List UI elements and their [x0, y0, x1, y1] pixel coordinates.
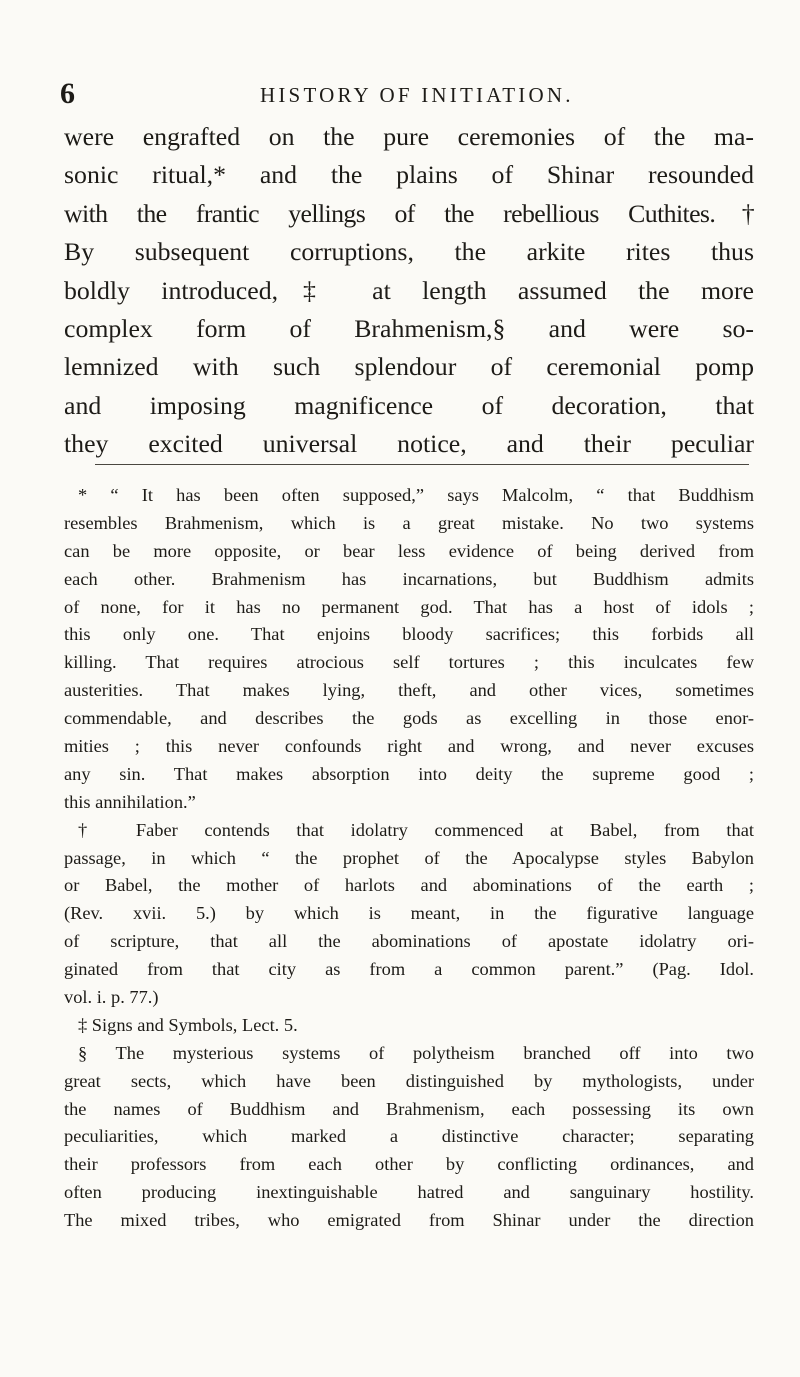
- footnote-line: often producing inextinguishable hatred and sanguinary hostility.: [64, 1182, 754, 1203]
- footnote-line: any sin. That makes absorption into deity the supreme good ;: [64, 763, 754, 784]
- footnote-line: resembles Brahmenism, which is a great mistake. No two systems: [64, 512, 754, 533]
- footnote-line: the names of Buddhism and Brahmenism, each possessing its own: [64, 1098, 754, 1119]
- main-text-line: with the frantic yellings of the rebellious Cuthites.†: [64, 198, 754, 228]
- running-head: HISTORY OF INITIATION.: [260, 83, 574, 107]
- footnotes-block: [64, 482, 754, 1235]
- footnote-line: this annihilation.”: [64, 791, 196, 812]
- footnote-line: can be more opposite, or bear less evidence of being derived from: [64, 540, 754, 561]
- main-text-line: they excited universal notice, and their peculiar: [64, 429, 754, 459]
- footnote-line: commendable, and describes the gods as excelling in those enor-: [64, 708, 754, 729]
- footnote-line: ‡ Signs and Symbols, Lect. 5.: [78, 1014, 298, 1035]
- footnote-divider: [95, 464, 749, 465]
- footnote-line: * “ It has been often supposed,” says Malcolm, “ that Buddhism: [78, 485, 754, 505]
- main-text-line: lemnized with such splendour of ceremonial pomp: [64, 352, 754, 382]
- footnote-line: The mixed tribes, who emigrated from Shinar under the direction: [64, 1210, 754, 1231]
- footnote-line: their professors from each other by conflicting ordinances, and: [64, 1154, 754, 1175]
- footnote-line: (Rev. xvii. 5.) by which is meant, in the figurative language: [64, 903, 754, 924]
- main-text-line: complex form of Brahmenism,§ and were so-: [64, 313, 754, 343]
- main-text-line: and imposing magnificence of decoration, that: [64, 390, 754, 420]
- footnote-line: passage, in which “ the prophet of the Apocalypse styles Babylon: [64, 847, 754, 868]
- footnote-line: of scripture, that all the abominations of apostate idolatry ori-: [64, 931, 754, 952]
- footnote-line: † Faber contends that idolatry commenced at Babel, from that: [78, 819, 754, 840]
- footnote-line: killing. That requires atrocious self tortures ; this inculcates few: [64, 652, 754, 673]
- footnote-line: austerities. That makes lying, theft, and other vices, sometimes: [64, 680, 754, 701]
- footnote-line: mities ; this never confounds right and wrong, and never excuses: [64, 736, 754, 757]
- main-text-line: were engrafted on the pure ceremonies of the ma-: [64, 122, 754, 151]
- footnote-line: vol. i. p. 77.): [64, 987, 159, 1008]
- main-text-block: [64, 118, 754, 464]
- footnote-line: of none, for it has no permanent god. That has a host of idols ;: [64, 596, 754, 617]
- page-number: 6: [60, 77, 75, 110]
- footnote-line: each other. Brahmenism has incarnations, but Buddhism admits: [64, 568, 754, 589]
- footnote-line: ginated from that city as from a common parent.” (Pag. Idol.: [64, 959, 754, 980]
- footnote-line: § The mysterious systems of polytheism branched off into two: [78, 1042, 754, 1063]
- main-text-line: boldly introduced,‡ at length assumed the more: [64, 275, 754, 305]
- main-text-line: By subsequent corruptions, the arkite rites thus: [64, 237, 754, 267]
- footnote-line: this only one. That enjoins bloody sacrifices; this forbids all: [64, 624, 754, 645]
- footnote-line: or Babel, the mother of harlots and abominations of the earth ;: [64, 875, 754, 896]
- footnote-line: great sects, which have been distinguished by mythologists, under: [64, 1070, 754, 1091]
- footnote-line: peculiarities, which marked a distinctive character; separating: [64, 1126, 754, 1147]
- main-text-line: sonic ritual,* and the plains of Shinar resounded: [64, 160, 754, 190]
- page-header: [60, 74, 760, 114]
